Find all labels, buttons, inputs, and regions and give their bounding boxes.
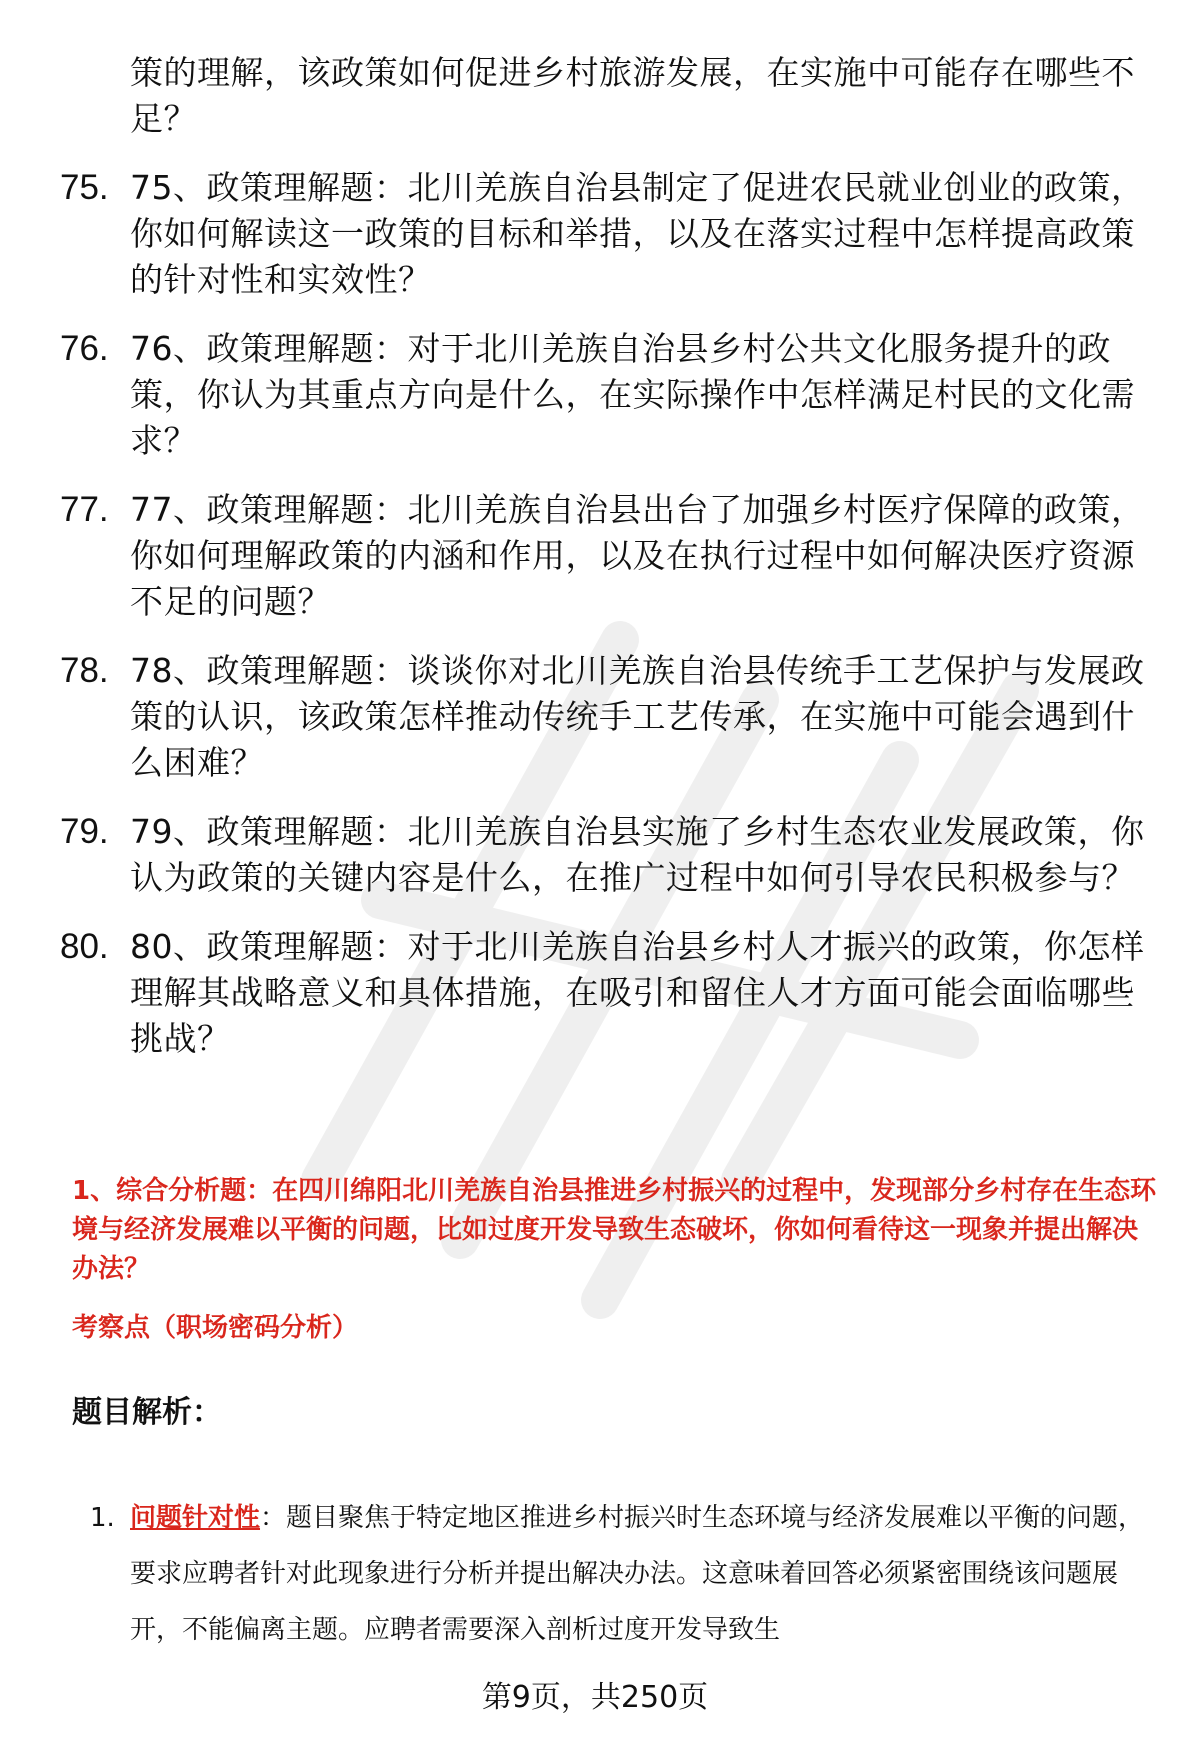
question-text: 77、政策理解题：北川羌族自治县出台了加强乡村医疗保障的政策，你如何理解政策的内涵和作用，以及在执行过程中如何解决医疗资源不足的问题？: [130, 490, 1145, 621]
featured-question: 1、综合分析题：在四川绵阳北川羌族自治县推进乡村振兴的过程中，发现部分乡村存在生态环境与经济发展难以平衡的问题，比如过度开发导致生态破坏，你如何看待这一现象并提出解决办法？: [72, 1176, 1157, 1284]
question-text: 80、政策理解题：对于北川羌族自治县乡村人才振兴的政策，你怎样理解其战略意义和具体措施，在吸引和留住人才方面可能会面临哪些挑战？: [130, 927, 1145, 1058]
question-list: [60, 50, 1155, 1085]
page-footer: 第9页，共250页: [481, 1680, 709, 1715]
question-text: 78、政策理解题：谈谈你对北川羌族自治县传统手工艺保护与发展政策的认识，该政策怎样推动传统手工艺传承，在实施中可能会遇到什么困难？: [130, 651, 1145, 782]
question-item-76: [60, 326, 1155, 464]
question-text: 79、政策理解题：北川羌族自治县实施了乡村生态农业发展政策，你认为政策的关键内容是什么，在推广过程中如何引导农民积极参与？: [130, 812, 1145, 897]
question-item-78: [60, 648, 1155, 786]
analysis-heading: 题目解析：: [72, 1395, 222, 1430]
analysis-keyword: 问题针对性: [130, 1503, 261, 1533]
question-item-80: [60, 924, 1155, 1062]
question-number: 77.: [60, 490, 109, 529]
question-item-79: [60, 809, 1155, 901]
analysis-number: 1.: [90, 1503, 115, 1533]
question-text: 75、政策理解题：北川羌族自治县制定了促进农民就业创业的政策，你如何解读这一政策的目标和举措，以及在落实过程中怎样提高政策的针对性和实效性？: [130, 168, 1145, 299]
question-number: 76.: [60, 329, 109, 368]
question-number: 78.: [60, 651, 109, 690]
question-number: 79.: [60, 812, 109, 851]
exam-point-label: 考察点（职场密码分析）: [72, 1313, 359, 1343]
analysis-list: [90, 1490, 1160, 1658]
question-item-77: [60, 487, 1155, 625]
question-number: 75.: [60, 168, 109, 207]
analysis-text: ：题目聚焦于特定地区推进乡村振兴时生态环境与经济发展难以平衡的问题，要求应聘者针对此现象进行分析并提出解决办法。这意味着回答必须紧密围绕该问题展开，不能偏离主题。应聘者需要深入剖析过度开发导致生: [130, 1503, 1145, 1645]
continued-question-text: 策的理解，该政策如何促进乡村旅游发展，在实施中可能存在哪些不足？: [130, 53, 1135, 138]
question-item-75: [60, 165, 1155, 303]
question-text: 76、政策理解题：对于北川羌族自治县乡村公共文化服务提升的政策，你认为其重点方向是什么，在实际操作中怎样满足村民的文化需求？: [130, 329, 1135, 460]
question-number: 80.: [60, 927, 109, 966]
analysis-item: [90, 1490, 1160, 1658]
